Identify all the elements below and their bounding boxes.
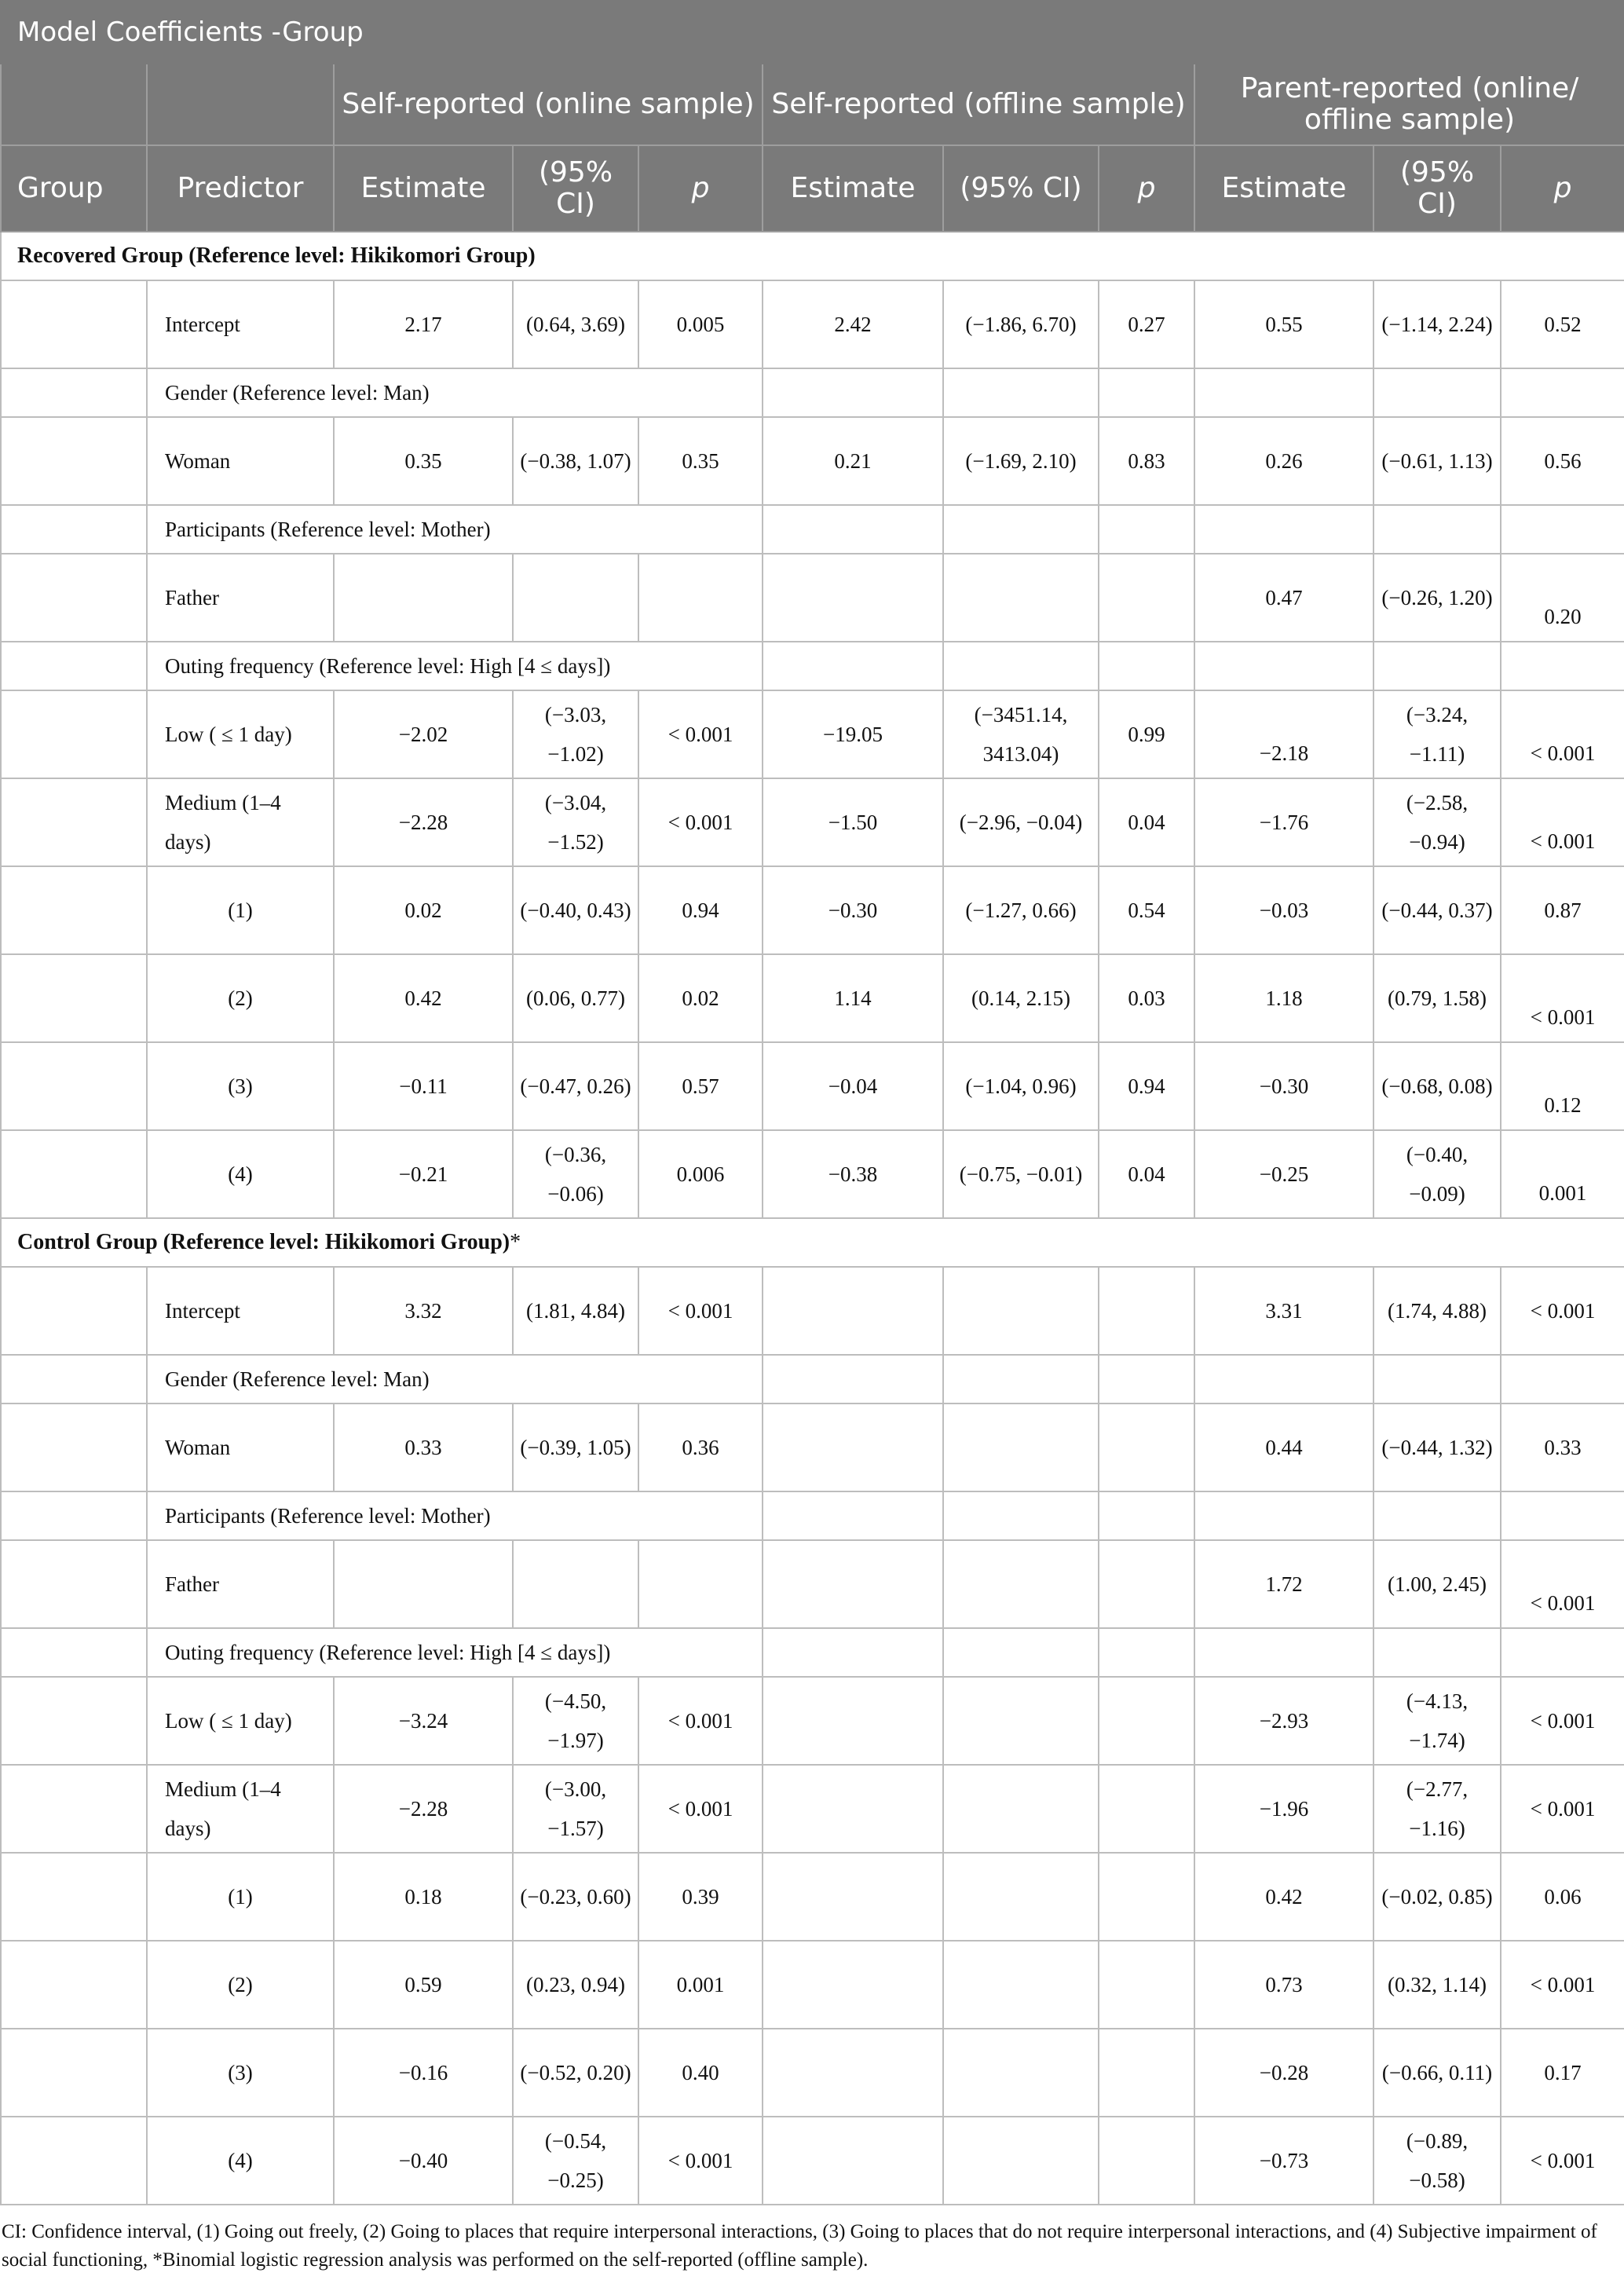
table-footnote: CI: Confidence interval, (1) Going out freely, (2) Going to places that require interpersonal interactions, (3) Going to places that do not require interpersonal interactions, and (4) Subjective impairment of social functioning, *Binomial logistic regression analysis was performed on the self-reported (offline sample). [2, 2221, 1597, 2271]
section-control [1, 1218, 1624, 1267]
p-cell: < 0.001 [638, 2117, 763, 2205]
header-row-top [1, 64, 1624, 145]
table-row [1, 1540, 1624, 1628]
predictor-cell: (4) [147, 2117, 334, 2205]
ci-cell: (0.06, 0.77) [513, 954, 638, 1042]
p-cell: 0.33 [1501, 1403, 1624, 1491]
estimate-cell: 0.42 [1194, 1853, 1373, 1941]
header-blank [147, 64, 334, 145]
ci-cell: (0.23, 0.94) [513, 1941, 638, 2029]
table-row [1, 866, 1624, 954]
p-cell: < 0.001 [1501, 2117, 1624, 2205]
ci-cell: (−0.75, −0.01) [943, 1130, 1099, 1218]
ci-cell: (−1.86, 6.70) [943, 280, 1099, 368]
predictor-cell: Intercept [147, 280, 334, 368]
ci-cell: (−4.50, −1.97) [513, 1677, 638, 1765]
p-cell: < 0.001 [638, 690, 763, 778]
estimate-cell: 1.18 [1194, 954, 1373, 1042]
ci-cell: (−3.04, −1.52) [513, 778, 638, 866]
ci-cell: (1.81, 4.84) [513, 1267, 638, 1355]
table-title: Model Coefficients -Group [1, 1, 1624, 64]
header-group: Group [1, 145, 147, 232]
p-cell: 0.56 [1501, 417, 1624, 505]
section-recovered [1, 232, 1624, 280]
estimate-cell: 0.18 [334, 1853, 513, 1941]
table-row [1, 1042, 1624, 1130]
table-row [1, 690, 1624, 778]
reference-label: Outing frequency (Reference level: High [4 ≤ days]) [147, 1628, 763, 1677]
p-cell: 0.87 [1501, 866, 1624, 954]
header-p: p [1501, 145, 1624, 232]
p-cell: 0.40 [638, 2029, 763, 2117]
ci-cell: (−1.04, 0.96) [943, 1042, 1099, 1130]
reference-label: Gender (Reference level: Man) [147, 1355, 763, 1403]
header-ci: (95% CI) [1373, 145, 1501, 232]
estimate-cell: 0.55 [1194, 280, 1373, 368]
estimate-cell: 0.21 [763, 417, 943, 505]
ci-cell: (−0.44, 1.32) [1373, 1403, 1501, 1491]
ci-cell: (0.64, 3.69) [513, 280, 638, 368]
ci-cell: (−0.02, 0.85) [1373, 1853, 1501, 1941]
table-row [1, 1355, 1624, 1403]
ci-cell: (−2.58, −0.94) [1373, 778, 1501, 866]
reference-label: Outing frequency (Reference level: High [4 ≤ days]) [147, 642, 763, 690]
ci-cell: (−0.89, −0.58) [1373, 2117, 1501, 2205]
header-estimate: Estimate [334, 145, 513, 232]
p-cell: < 0.001 [1501, 690, 1624, 778]
ci-cell: (−0.38, 1.07) [513, 417, 638, 505]
table-row [1, 1941, 1624, 2029]
estimate-cell: −0.16 [334, 2029, 513, 2117]
predictor-cell: (2) [147, 1941, 334, 2029]
table-row [1, 642, 1624, 690]
estimate-cell: 2.17 [334, 280, 513, 368]
estimate-cell: 0.47 [1194, 554, 1373, 642]
header-estimate: Estimate [763, 145, 943, 232]
estimate-cell: −0.04 [763, 1042, 943, 1130]
estimate-cell: −2.18 [1194, 690, 1373, 778]
p-cell: 0.001 [1501, 1130, 1624, 1218]
ci-cell: (−0.47, 0.26) [513, 1042, 638, 1130]
table-row [1, 1267, 1624, 1355]
estimate-cell: −0.11 [334, 1042, 513, 1130]
predictor-cell: Woman [147, 417, 334, 505]
ci-cell: (−2.96, −0.04) [943, 778, 1099, 866]
ci-cell: (−2.77, −1.16) [1373, 1765, 1501, 1853]
estimate-cell: −0.30 [1194, 1042, 1373, 1130]
p-cell: 0.94 [1099, 1042, 1194, 1130]
table-row [1, 778, 1624, 866]
ci-cell: (0.14, 2.15) [943, 954, 1099, 1042]
estimate-cell: −0.73 [1194, 2117, 1373, 2205]
table-row [1, 2029, 1624, 2117]
p-cell: 0.57 [638, 1042, 763, 1130]
estimate-cell: −19.05 [763, 690, 943, 778]
p-cell: 0.006 [638, 1130, 763, 1218]
table-row [1, 417, 1624, 505]
predictor-cell: (3) [147, 1042, 334, 1130]
ci-cell: (−0.40, −0.09) [1373, 1130, 1501, 1218]
p-cell: 0.04 [1099, 1130, 1194, 1218]
predictor-cell: (3) [147, 2029, 334, 2117]
header-ci: (95% CI) [513, 145, 638, 232]
p-cell: 0.02 [638, 954, 763, 1042]
estimate-cell: 0.02 [334, 866, 513, 954]
header-predictor: Predictor [147, 145, 334, 232]
table-row [1, 1130, 1624, 1218]
p-cell: 0.04 [1099, 778, 1194, 866]
estimate-cell: 0.73 [1194, 1941, 1373, 2029]
predictor-cell: (2) [147, 954, 334, 1042]
p-cell: 0.39 [638, 1853, 763, 1941]
p-cell: 0.03 [1099, 954, 1194, 1042]
ci-cell: (−0.36, −0.06) [513, 1130, 638, 1218]
header-blank [1, 64, 147, 145]
estimate-cell: −2.28 [334, 778, 513, 866]
ci-cell: (0.32, 1.14) [1373, 1941, 1501, 2029]
header-parent: Parent-reported (online/ offline sample) [1194, 64, 1624, 145]
p-cell: 0.52 [1501, 280, 1624, 368]
ci-cell: (−0.44, 0.37) [1373, 866, 1501, 954]
ci-cell: (−0.39, 1.05) [513, 1403, 638, 1491]
predictor-cell: Low ( ≤ 1 day) [147, 690, 334, 778]
predictor-cell: Intercept [147, 1267, 334, 1355]
p-cell: < 0.001 [1501, 778, 1624, 866]
header-self-offline: Self-reported (offline sample) [763, 64, 1194, 145]
table-row [1, 368, 1624, 417]
ci-cell: (−0.23, 0.60) [513, 1853, 638, 1941]
estimate-cell: −0.03 [1194, 866, 1373, 954]
predictor-cell: Father [147, 1540, 334, 1628]
ci-cell: (−0.54, −0.25) [513, 2117, 638, 2205]
p-cell: < 0.001 [1501, 1765, 1624, 1853]
ci-cell: (1.74, 4.88) [1373, 1267, 1501, 1355]
table-row [1, 505, 1624, 554]
p-cell: 0.36 [638, 1403, 763, 1491]
table-row [1, 1765, 1624, 1853]
predictor-cell: (1) [147, 1853, 334, 1941]
estimate-cell: 1.72 [1194, 1540, 1373, 1628]
ci-cell: (−1.69, 2.10) [943, 417, 1099, 505]
header-p: p [1099, 145, 1194, 232]
footnote-mark: * [510, 1230, 521, 1254]
predictor-cell: Father [147, 554, 334, 642]
p-cell: < 0.001 [1501, 1677, 1624, 1765]
estimate-cell: −0.21 [334, 1130, 513, 1218]
p-cell: < 0.001 [638, 778, 763, 866]
table-row [1, 1853, 1624, 1941]
ci-cell: (−0.68, 0.08) [1373, 1042, 1501, 1130]
p-cell: < 0.001 [1501, 1941, 1624, 2029]
estimate-cell: 1.14 [763, 954, 943, 1042]
estimate-cell: 3.31 [1194, 1267, 1373, 1355]
estimate-cell: 0.59 [334, 1941, 513, 2029]
ci-cell: (−3.00, −1.57) [513, 1765, 638, 1853]
estimate-cell: 0.26 [1194, 417, 1373, 505]
estimate-cell: 2.42 [763, 280, 943, 368]
ci-cell: (−4.13, −1.74) [1373, 1677, 1501, 1765]
section-title: Recovered Group (Reference level: Hikikomori Group) [1, 232, 1624, 280]
table-row [1, 1403, 1624, 1491]
estimate-cell: 0.44 [1194, 1403, 1373, 1491]
estimate-cell: −3.24 [334, 1677, 513, 1765]
table-row [1, 1628, 1624, 1677]
p-cell: < 0.001 [1501, 954, 1624, 1042]
table-title-row [1, 1, 1624, 64]
estimate-cell: −2.28 [334, 1765, 513, 1853]
estimate-cell: −0.25 [1194, 1130, 1373, 1218]
p-cell: 0.20 [1501, 554, 1624, 642]
estimate-cell: −0.30 [763, 866, 943, 954]
p-cell: 0.17 [1501, 2029, 1624, 2117]
predictor-cell: (1) [147, 866, 334, 954]
estimate-cell: −2.02 [334, 690, 513, 778]
ci-cell: (−3451.14, 3413.04) [943, 690, 1099, 778]
p-cell: < 0.001 [1501, 1540, 1624, 1628]
ci-cell: (−3.03, −1.02) [513, 690, 638, 778]
predictor-cell: Medium (1–4 days) [147, 778, 334, 866]
estimate-cell: 0.42 [334, 954, 513, 1042]
p-cell: < 0.001 [638, 1267, 763, 1355]
p-cell: 0.35 [638, 417, 763, 505]
header-self-online: Self-reported (online sample) [334, 64, 763, 145]
table-row [1, 2117, 1624, 2205]
estimate-cell: −1.50 [763, 778, 943, 866]
p-cell: 0.27 [1099, 280, 1194, 368]
p-cell: 0.005 [638, 280, 763, 368]
estimate-cell: 3.32 [334, 1267, 513, 1355]
section-title [1, 1218, 1624, 1267]
ci-cell: (−1.27, 0.66) [943, 866, 1099, 954]
predictor-cell: Woman [147, 1403, 334, 1491]
estimate-cell: 0.35 [334, 417, 513, 505]
ci-cell: (−0.61, 1.13) [1373, 417, 1501, 505]
estimate-cell: −0.40 [334, 2117, 513, 2205]
header-p: p [638, 145, 763, 232]
predictor-cell: Low ( ≤ 1 day) [147, 1677, 334, 1765]
ci-cell: (0.79, 1.58) [1373, 954, 1501, 1042]
ci-cell: (1.00, 2.45) [1373, 1540, 1501, 1628]
reference-label: Participants (Reference level: Mother) [147, 505, 763, 554]
predictor-cell: Medium (1–4 days) [147, 1765, 334, 1853]
ci-cell: (−0.40, 0.43) [513, 866, 638, 954]
header-ci: (95% CI) [943, 145, 1099, 232]
p-cell: 0.94 [638, 866, 763, 954]
section-title-text: Control Group (Reference level: Hikikomori Group) [17, 1230, 510, 1254]
estimate-cell: −1.76 [1194, 778, 1373, 866]
estimate-cell: −2.93 [1194, 1677, 1373, 1765]
reference-label: Participants (Reference level: Mother) [147, 1491, 763, 1540]
p-cell: < 0.001 [638, 1677, 763, 1765]
ci-cell: (−3.24, −1.11) [1373, 690, 1501, 778]
table-row [1, 554, 1624, 642]
estimate-cell: −0.38 [763, 1130, 943, 1218]
table-row [1, 1677, 1624, 1765]
ci-cell: (−1.14, 2.24) [1373, 280, 1501, 368]
ci-cell: (−0.52, 0.20) [513, 2029, 638, 2117]
table-row [1, 954, 1624, 1042]
predictor-cell: (4) [147, 1130, 334, 1218]
p-cell: 0.06 [1501, 1853, 1624, 1941]
estimate-cell: −1.96 [1194, 1765, 1373, 1853]
header-estimate: Estimate [1194, 145, 1373, 232]
p-cell: < 0.001 [638, 1765, 763, 1853]
p-cell: 0.54 [1099, 866, 1194, 954]
ci-cell: (−0.66, 0.11) [1373, 2029, 1501, 2117]
table-row [1, 280, 1624, 368]
p-cell: 0.001 [638, 1941, 763, 2029]
reference-label: Gender (Reference level: Man) [147, 368, 763, 417]
estimate-cell: −0.28 [1194, 2029, 1373, 2117]
p-cell: 0.99 [1099, 690, 1194, 778]
estimate-cell: 0.33 [334, 1403, 513, 1491]
p-cell: 0.12 [1501, 1042, 1624, 1130]
p-cell: < 0.001 [1501, 1267, 1624, 1355]
p-cell: 0.83 [1099, 417, 1194, 505]
header-row-columns [1, 145, 1624, 232]
table-row [1, 1491, 1624, 1540]
ci-cell: (−0.26, 1.20) [1373, 554, 1501, 642]
